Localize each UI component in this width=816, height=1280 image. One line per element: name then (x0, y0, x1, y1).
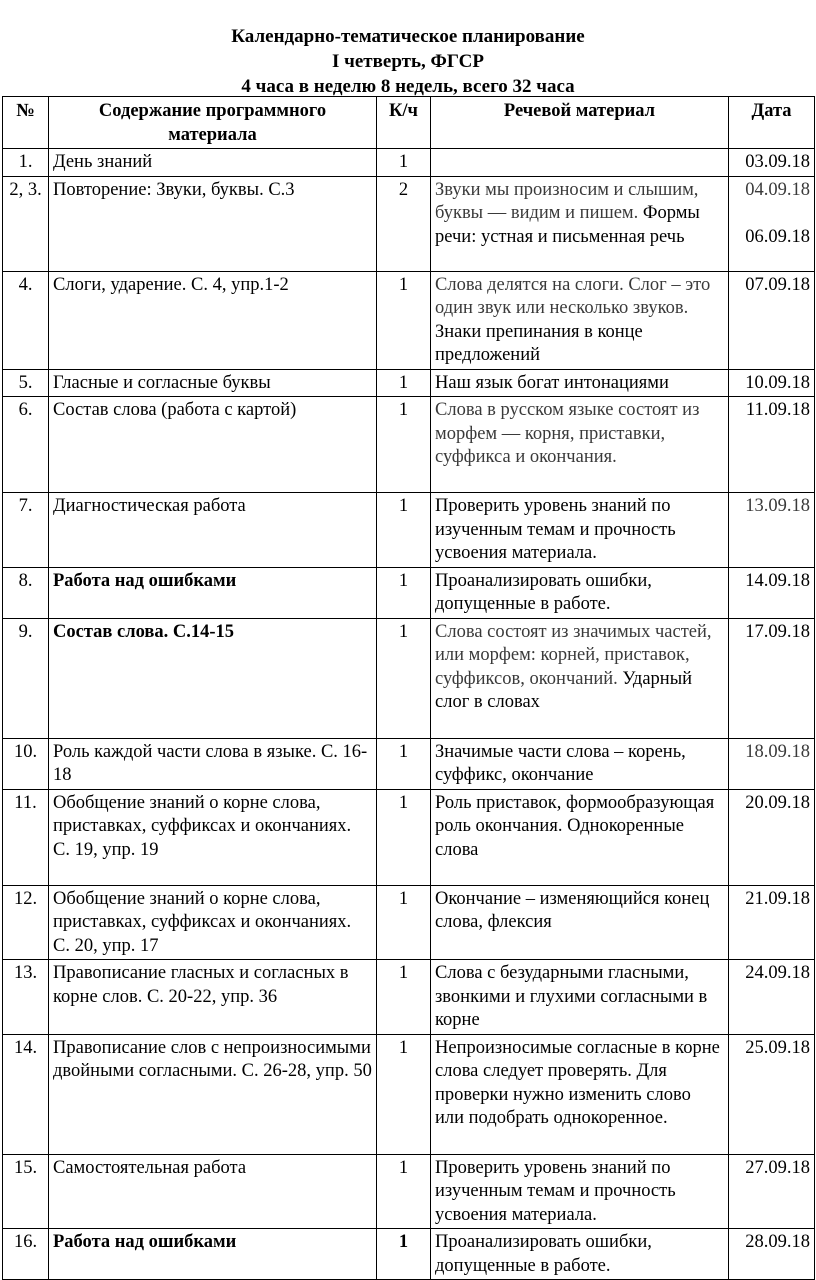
speech-material-note: Роль приставок, формообразующая роль окончания. Однокоренные слова (435, 792, 715, 860)
row-date: 07.09.18 (745, 274, 810, 295)
row-speech-material (431, 885, 729, 960)
row-hours: 1 (377, 567, 431, 618)
row-speech-material (431, 1229, 729, 1280)
speech-material-text: Слова состоят из значимых частей, или морфем: корней, приставок, суффиксов, окончаний. (435, 621, 712, 689)
table-row (3, 567, 815, 618)
row-date-cell (729, 369, 815, 397)
row-date: 21.09.18 (745, 888, 810, 909)
table-row (3, 960, 815, 1035)
row-date: 17.09.18 (745, 621, 810, 642)
row-date: 03.09.18 (745, 152, 810, 172)
row-speech-material (431, 738, 729, 789)
row-date-cell (729, 493, 815, 568)
row-date: 14.09.18 (745, 570, 810, 591)
planning-table (2, 96, 815, 1280)
table-row (3, 738, 815, 789)
row-hours: 1 (377, 493, 431, 568)
row-date: 11.09.18 (745, 400, 810, 420)
row-number: 4. (3, 271, 49, 369)
row-speech-material (431, 369, 729, 397)
row-date-cell (729, 176, 815, 271)
table-row (3, 271, 815, 369)
row-hours: 1 (377, 1229, 431, 1280)
row-number: 10. (3, 738, 49, 789)
row-date: 18.09.18 (745, 741, 810, 762)
row-content: Самостоятельная работа (49, 1154, 377, 1229)
row-content: Состав слова (работа с картой) (49, 397, 377, 493)
row-speech-material (431, 149, 729, 177)
row-content: Правописание слов с непроизносимыми двойными согласными. С. 26-28, упр. 50 (49, 1034, 377, 1154)
row-hours: 1 (377, 1034, 431, 1154)
row-number: 5. (3, 369, 49, 397)
row-date: 04.09.18 (745, 179, 810, 200)
table-row (3, 1154, 815, 1229)
speech-material-note: Непроизносимые согласные в корне слова следует проверять. Для проверки нужно изменить слово или подобрать однокоренное. (435, 1037, 720, 1128)
row-speech-material (431, 397, 729, 493)
column-header-num: № (3, 97, 49, 149)
row-speech-material (431, 1154, 729, 1229)
row-date: 10.09.18 (745, 372, 810, 393)
row-number: 6. (3, 397, 49, 493)
speech-material-text: Слова в русском языке состоят из морфем — корня, приставки, суффикса и окончания. (435, 400, 700, 467)
document-title: Календарно-тематическое планирование (231, 26, 585, 47)
table-row (3, 369, 815, 397)
column-header-date: Дата (729, 97, 815, 149)
row-content: Правописание гласных и согласных в корне слов. С. 20-22, упр. 36 (49, 960, 377, 1035)
row-hours: 1 (377, 738, 431, 789)
speech-material-note: Ударный слог в словах (435, 668, 693, 712)
speech-material-note: Проанализировать ошибки, допущенные в работе. (435, 570, 652, 614)
row-date: 25.09.18 (745, 1037, 810, 1058)
document-header (0, 24, 816, 99)
row-date-cell (729, 789, 815, 885)
speech-material-note: Значимые части слова – корень, суффикс, окончание (435, 741, 686, 785)
row-date: 24.09.18 (745, 963, 810, 983)
row-content: Обобщение знаний о корне слова, приставках, суффиксах и окончаниях. С. 19, упр. 19 (49, 789, 377, 885)
row-content: Работа над ошибками (49, 1229, 377, 1280)
row-date-cell (729, 1034, 815, 1154)
table-row (3, 397, 815, 493)
table-row (3, 789, 815, 885)
row-date-cell (729, 1154, 815, 1229)
row-number: 7. (3, 493, 49, 568)
row-date: 27.09.18 (745, 1157, 810, 1178)
row-hours: 1 (377, 271, 431, 369)
row-hours: 1 (377, 369, 431, 397)
document-subtitle: I четверть, ФГСР (332, 51, 484, 72)
speech-material-note: Окончание – изменяющийся конец слова, флексия (435, 888, 710, 932)
row-date-cell (729, 149, 815, 177)
row-date: 13.09.18 (745, 496, 810, 516)
row-number: 15. (3, 1154, 49, 1229)
row-date-second: 06.09.18 (745, 227, 810, 247)
speech-material-text: Звуки мы произносим и слышим, буквы — видим и пишем. (435, 179, 699, 223)
row-content: Роль каждой части слова в языке. С. 16-18 (49, 738, 377, 789)
column-header-speech: Речевой материал (431, 97, 729, 149)
speech-material-note: Наш язык богат интонациями (435, 372, 669, 393)
row-hours: 1 (377, 397, 431, 493)
table-row (3, 149, 815, 177)
row-date-cell (729, 960, 815, 1035)
row-date-cell (729, 271, 815, 369)
row-number: 14. (3, 1034, 49, 1154)
table-row (3, 618, 815, 738)
speech-material-note: Проверить уровень знаний по изученным темам и прочность усвоения материала. (435, 496, 676, 563)
row-content: Состав слова. С.14-15 (49, 618, 377, 738)
row-speech-material (431, 618, 729, 738)
row-content: Работа над ошибками (49, 567, 377, 618)
row-speech-material (431, 271, 729, 369)
row-content: Гласные и согласные буквы (49, 369, 377, 397)
table-row (3, 493, 815, 568)
column-header-content: Содержание программного материала (49, 97, 377, 149)
row-number: 8. (3, 567, 49, 618)
row-speech-material (431, 176, 729, 271)
row-number: 1. (3, 149, 49, 177)
row-date-cell (729, 618, 815, 738)
row-hours: 1 (377, 960, 431, 1035)
table-row (3, 176, 815, 271)
row-hours: 1 (377, 885, 431, 960)
row-date: 28.09.18 (745, 1232, 810, 1252)
row-number: 9. (3, 618, 49, 738)
row-content: Диагностическая работа (49, 493, 377, 568)
row-number: 16. (3, 1229, 49, 1280)
row-number: 2, 3. (3, 176, 49, 271)
table-row (3, 885, 815, 960)
row-date-cell (729, 1229, 815, 1280)
row-speech-material (431, 567, 729, 618)
speech-material-note: Формы речи: устная и письменная речь (435, 203, 700, 247)
row-content: Повторение: Звуки, буквы. С.3 (49, 176, 377, 271)
row-date: 20.09.18 (745, 792, 810, 813)
row-content: День знаний (49, 149, 377, 177)
row-date-cell (729, 567, 815, 618)
speech-material-note: Проверить уровень знаний по изученным темам и прочность усвоения материала. (435, 1157, 676, 1225)
speech-material-note: Знаки препинания в конце предложений (435, 321, 643, 365)
row-speech-material (431, 960, 729, 1035)
row-speech-material (431, 789, 729, 885)
row-hours: 1 (377, 149, 431, 177)
row-date-cell (729, 885, 815, 960)
speech-material-note: Проанализировать ошибки, допущенные в работе. (435, 1232, 652, 1276)
row-speech-material (431, 493, 729, 568)
row-hours: 2 (377, 176, 431, 271)
row-speech-material (431, 1034, 729, 1154)
row-date-cell (729, 738, 815, 789)
table-row (3, 1034, 815, 1154)
row-number: 13. (3, 960, 49, 1035)
row-content: Обобщение знаний о корне слова, приставках, суффиксах и окончаниях. С. 20, упр. 17 (49, 885, 377, 960)
row-hours: 1 (377, 618, 431, 738)
column-header-hours: К/ч (377, 97, 431, 149)
row-hours: 1 (377, 1154, 431, 1229)
table-header-row (3, 97, 815, 149)
speech-material-note: Слова с безударными гласными, звонкими и глухими согласными в корне (435, 963, 708, 1030)
row-number: 12. (3, 885, 49, 960)
row-hours: 1 (377, 789, 431, 885)
table-row (3, 1229, 815, 1280)
row-number: 11. (3, 789, 49, 885)
row-date-cell (729, 397, 815, 493)
speech-material-text: Слова делятся на слоги. Слог – это один звук или несколько звуков. (435, 274, 711, 318)
document-hours-summary: 4 часа в неделю 8 недель, всего 32 часа (241, 76, 575, 97)
row-content: Слоги, ударение. С. 4, упр.1-2 (49, 271, 377, 369)
